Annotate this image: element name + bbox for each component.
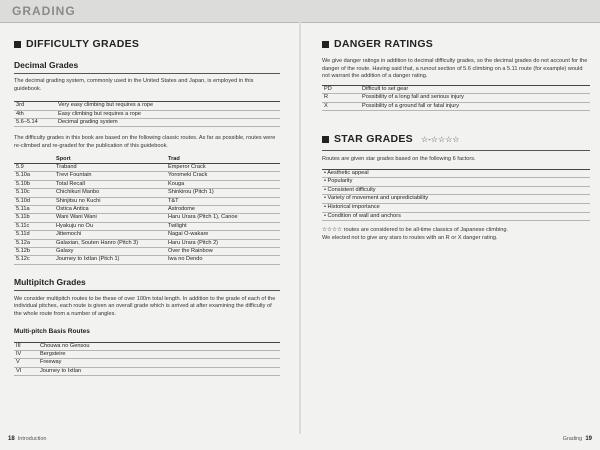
rating-code-cell: R xyxy=(322,94,360,102)
table-row xyxy=(14,189,280,197)
sport-route-cell: Chichikuri Manbo xyxy=(54,189,166,197)
sport-route-cell: Jittemochi xyxy=(54,231,166,239)
grade-cell: 5.11c xyxy=(14,222,54,230)
table-row xyxy=(14,248,280,256)
table-row xyxy=(14,222,280,230)
description-cell: Possibility of a ground fall or fatal injury xyxy=(360,102,590,110)
table-row xyxy=(14,110,280,118)
grade-cell: 4th xyxy=(14,110,56,118)
multipitch-basis-heading: Multi-pitch Basis Routes xyxy=(14,327,90,335)
table-row xyxy=(14,102,280,110)
sport-route-cell: Trevi Fountain xyxy=(54,172,166,180)
sport-route-cell: Journey to Ixtlan (Pitch 1) xyxy=(54,256,166,264)
page-gutter xyxy=(299,22,301,434)
footer-right xyxy=(563,436,592,442)
sport-route-cell: Wani Wani Wani xyxy=(54,214,166,222)
trad-route-cell: Kouga xyxy=(166,180,280,188)
square-bullet-icon xyxy=(322,41,329,48)
sport-route-cell: Hyakuju no Ou xyxy=(54,222,166,230)
description-cell: Easy climbing but requires a rope xyxy=(56,110,280,118)
divider xyxy=(14,290,280,291)
grade-cell: III xyxy=(14,342,38,350)
trad-route-cell: T&T xyxy=(166,197,280,205)
sport-route-cell: Ostica Antica xyxy=(54,206,166,214)
page-number-right: 19 xyxy=(585,436,592,442)
table-row xyxy=(14,367,280,375)
difficulty-heading: DIFFICULTY GRADES xyxy=(14,38,280,50)
grade-cell: 5.10b xyxy=(14,180,54,188)
trad-route-cell: Over the Rainbow xyxy=(166,248,280,256)
sport-route-cell: Galaxy xyxy=(54,248,166,256)
table-header-row xyxy=(14,156,280,164)
grade-cell: 5.11b xyxy=(14,214,54,222)
table-row xyxy=(14,256,280,264)
sport-route-cell: Shinjitsu no Kuchi xyxy=(54,197,166,205)
classic-routes-table xyxy=(14,156,280,265)
divider xyxy=(14,73,280,74)
description-cell: Possibility of a long fall and serious injury xyxy=(360,94,590,102)
danger-text: We give danger ratings in addition to decimal difficulty grades, so the decimal grades do not account for the danger of the route. Having said that, a runout section of 5.6 climbing on a 5.11 route (for example) would not warrant the addition of a danger rating. xyxy=(322,58,588,80)
sport-route-cell: Traband xyxy=(54,164,166,172)
star-heading: STAR GRADES ☆-☆☆☆☆ xyxy=(322,133,590,145)
list-item: • Consistent difficulty xyxy=(322,187,590,196)
grade-cell: V xyxy=(14,359,38,367)
square-bullet-icon xyxy=(322,136,329,143)
trad-route-cell: Nagai O-wakare xyxy=(166,231,280,239)
trad-route-cell: Shinkirou (Pitch 1) xyxy=(166,189,280,197)
table-row xyxy=(14,206,280,214)
list-item: • Historical importance xyxy=(322,204,590,213)
column-header: Trad xyxy=(166,156,280,164)
table-row xyxy=(14,351,280,359)
trad-route-cell: Yoromeki Crack xyxy=(166,172,280,180)
table-row xyxy=(14,342,280,350)
footer-label-right: Grading xyxy=(562,436,583,442)
section-header: GRADING xyxy=(12,4,76,18)
table-row xyxy=(14,239,280,247)
page-number-left: 18 xyxy=(8,436,15,442)
star-factors-list xyxy=(322,169,590,222)
grade-cell: 5.6–5.14 xyxy=(14,119,56,127)
multipitch-text: We consider multipitch routes to be these of over 100m total length. In addition to the grade of each of the individual pitches, each route is given an overall grade which is arrived at after examining the difficulty of the whole route from a number of angles. xyxy=(14,295,276,318)
table-row xyxy=(322,85,590,93)
top-banner xyxy=(0,0,600,23)
classic-routes-note: The difficulty grades in this book are based on the following classic routes. As far as possible, routes were re-climbed and re-graded for the publication of this guidebook. xyxy=(14,135,276,149)
trad-route-cell: Haru Urara (Pitch 1), Canoe xyxy=(166,214,280,222)
divider xyxy=(322,150,590,151)
table-row xyxy=(322,94,590,102)
left-page xyxy=(14,38,280,376)
table-row xyxy=(14,119,280,127)
grade-cell: 5.12b xyxy=(14,248,54,256)
list-item: • Aesthetic appeal xyxy=(322,169,590,179)
decimal-intro: The decimal grading system, commonly used in the United States and Japan, is employed in this guidebook. xyxy=(14,78,254,92)
rating-code-cell: X xyxy=(322,102,360,110)
table-row xyxy=(14,172,280,180)
star-range-icon: ☆-☆☆☆☆ xyxy=(420,134,460,144)
route-cell: Journey to Ixtlan xyxy=(38,367,280,375)
grade-cell: 5.12c xyxy=(14,256,54,264)
star-note-classics: ☆☆☆☆ routes are considered to be all-time classics of Japanese climbing. xyxy=(322,227,509,234)
table-row xyxy=(14,231,280,239)
route-cell: Freeway xyxy=(38,359,280,367)
grade-cell: 5.10a xyxy=(14,172,54,180)
right-page xyxy=(322,38,590,242)
trad-route-cell: Iwa no Dendo xyxy=(166,256,280,264)
description-cell: Very easy climbing but requires a rope xyxy=(56,102,280,110)
multipitch-basis-table xyxy=(14,342,280,377)
description-cell: Decimal grading system xyxy=(56,119,280,127)
grade-cell: VI xyxy=(14,367,38,375)
grade-cell: 5.10d xyxy=(14,197,54,205)
grade-cell: 5.11d xyxy=(14,231,54,239)
star-intro: Routes are given star grades based on the following 6 factors. xyxy=(322,156,476,162)
multipitch-heading: Multipitch Grades xyxy=(14,276,86,287)
star-note-danger: We elected not to give any stars to routes with an R or X danger rating. xyxy=(322,234,498,241)
grade-cell: 3rd xyxy=(14,102,56,110)
sport-route-cell: Total Recall xyxy=(54,180,166,188)
table-row xyxy=(14,197,280,205)
sport-route-cell: Galaxian, Souten Hanro (Pitch 3) xyxy=(54,239,166,247)
table-row xyxy=(322,102,590,110)
list-item: • Popularity xyxy=(322,178,590,187)
footer-left xyxy=(8,436,47,442)
grade-cell: 5.10c xyxy=(14,189,54,197)
grade-cell: 5.9 xyxy=(14,164,54,172)
footer-label-left: Introduction xyxy=(17,436,47,442)
description-cell: Difficult to set gear xyxy=(360,85,590,93)
trad-route-cell: Astrodome xyxy=(166,206,280,214)
decimal-grades-heading: Decimal Grades xyxy=(14,60,79,70)
list-item: • Condition of wall and anchors xyxy=(322,213,590,222)
list-item: • Variety of movement and unpredictability xyxy=(322,195,590,204)
table-row xyxy=(14,164,280,172)
grade-cell: IV xyxy=(14,351,38,359)
decimal-grades-table xyxy=(14,101,280,127)
table-row xyxy=(14,359,280,367)
trad-route-cell: Emperor Crack xyxy=(166,164,280,172)
table-row xyxy=(14,214,280,222)
danger-ratings-table xyxy=(322,85,590,111)
table-row xyxy=(14,180,280,188)
grade-cell: 5.11a xyxy=(14,206,54,214)
trad-route-cell: Twilight xyxy=(166,222,280,230)
route-cell: Chouwa no Gensou xyxy=(38,342,280,350)
square-bullet-icon xyxy=(14,41,21,48)
column-header: Sport xyxy=(54,156,166,164)
column-header xyxy=(14,156,54,164)
rating-code-cell: PD xyxy=(322,85,360,93)
danger-heading: DANGER RATINGS xyxy=(322,38,590,50)
grade-cell: 5.12a xyxy=(14,239,54,247)
route-cell: Bergsteire xyxy=(38,351,280,359)
trad-route-cell: Haru Urara (Pitch 2) xyxy=(166,239,280,247)
